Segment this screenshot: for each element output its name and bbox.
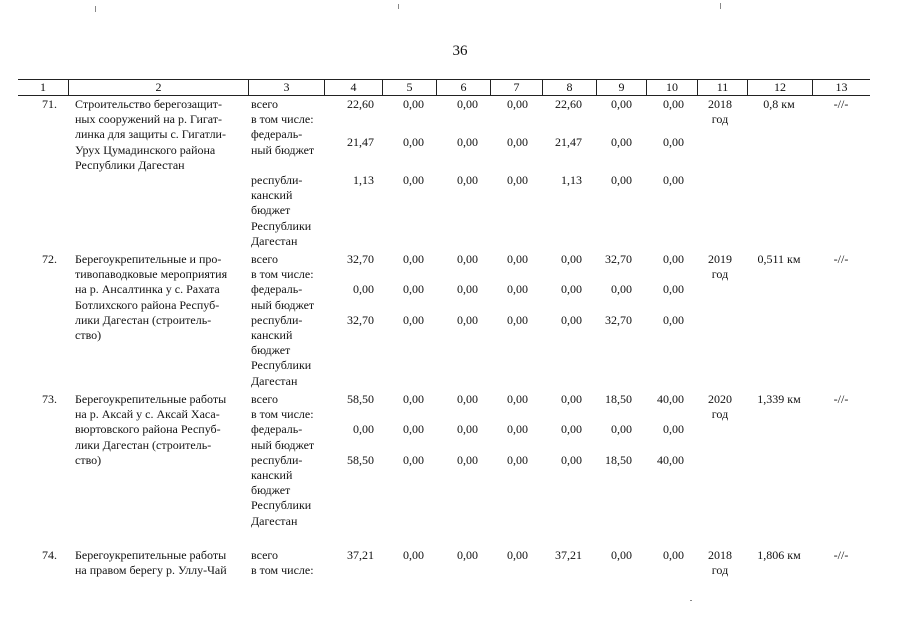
column-header: 8 (542, 80, 596, 95)
funding-value: 40,00 (657, 392, 684, 406)
object-name-line: Ботлихского района Респуб- (75, 297, 220, 312)
funding-value: 0,00 (403, 548, 424, 562)
table-header-row (18, 79, 870, 96)
funding-source-label: в том числе: (251, 563, 314, 578)
funding-source-label: бюджет (251, 343, 291, 358)
funding-value: 0,00 (663, 422, 684, 437)
funding-value: 0,00 (663, 252, 684, 266)
funding-value: 0,00 (403, 173, 424, 187)
row-number: 74. (42, 548, 57, 562)
funding-value: 1,13 (561, 173, 582, 187)
funding-value: 0,00 (457, 97, 478, 111)
funding-value: 0,00 (403, 452, 424, 467)
object-name-line: ных сооружений на р. Гигат- (75, 112, 223, 127)
funding-value: 1,13 (353, 173, 374, 187)
completion-year: 2019 (708, 252, 732, 266)
funding-value: 0,00 (611, 173, 632, 187)
funding-value: 0,00 (611, 282, 632, 297)
funding-value: 58,50 (347, 452, 374, 467)
funding-value: 22,60 (555, 97, 582, 111)
funding-value: 32,70 (347, 312, 374, 327)
funding-source-label: ный бюджет (251, 437, 315, 452)
object-name-line: тивопаводковые мероприятия (75, 267, 228, 282)
funding-source-label: в том числе: (251, 267, 314, 282)
funding-value: 0,00 (457, 312, 478, 327)
object-name-line: Берегоукрепительные и про- (75, 252, 222, 266)
funding-source-label: бюджет (251, 483, 291, 498)
funding-source-label: всего (251, 548, 279, 562)
funding-value: 0,00 (561, 392, 582, 406)
object-name-line: Берегоукрепительные работы (75, 548, 227, 562)
funding-source-label: Республики (251, 358, 312, 373)
funding-value: 37,21 (347, 548, 374, 562)
funding-value: 0,00 (507, 452, 528, 467)
row-number: 71. (42, 97, 57, 111)
object-name-line: на правом берегу р. Уллу-Чай (75, 563, 227, 578)
funding-source-label: федераль- (251, 422, 303, 437)
funding-source-label: в том числе: (251, 407, 314, 422)
funding-value: 0,00 (457, 135, 478, 149)
funding-value: 0,00 (507, 392, 528, 406)
funding-value: 0,00 (507, 173, 528, 187)
funding-source-label: Республики (251, 218, 312, 233)
column-header: 7 (490, 80, 542, 95)
funding-source-label: республи- (251, 452, 303, 467)
object-name-line: вюртовского района Респуб- (75, 422, 221, 437)
funding-value: 0,00 (457, 173, 478, 187)
funding-value: 0,00 (507, 422, 528, 437)
object-name-line: Строительство берегозащит- (75, 97, 223, 111)
object-name-line: на р. Аксай у с. Аксай Хаса- (75, 407, 220, 422)
funding-value: 0,00 (353, 422, 374, 437)
funding-source-label: республи- (251, 173, 303, 187)
scan-speck (95, 6, 96, 12)
funding-value: 40,00 (657, 452, 684, 467)
funding-value: 0,00 (663, 97, 684, 111)
funding-source-label: Республики (251, 498, 312, 513)
length-value: 0,511 км (757, 252, 801, 266)
scan-speck (398, 4, 399, 9)
funding-value: 0,00 (611, 135, 632, 149)
funding-value: 32,70 (605, 312, 632, 327)
funding-source-label: всего (251, 392, 279, 406)
note-value: -//- (833, 252, 849, 266)
scan-speck (690, 600, 692, 601)
funding-source-label: ный бюджет (251, 297, 315, 312)
funding-value: 0,00 (457, 422, 478, 437)
funding-value: 32,70 (605, 252, 632, 266)
funding-value: 0,00 (561, 252, 582, 266)
row-number: 73. (42, 392, 57, 406)
completion-year: 2018 (708, 548, 732, 562)
funding-source-label: ный бюджет (251, 142, 315, 157)
object-name-line: лики Дагестан (строитель- (75, 312, 212, 327)
object-name-line: ство) (75, 328, 102, 342)
completion-year: год (711, 267, 729, 282)
funding-value: 0,00 (611, 548, 632, 562)
funding-value: 0,00 (457, 282, 478, 297)
length-value: 1,806 км (757, 548, 801, 562)
funding-source-label: республи- (251, 312, 303, 327)
object-name-line: Берегоукрепительные работы (75, 392, 227, 406)
completion-year: год (711, 112, 729, 127)
funding-value: 58,50 (347, 392, 374, 406)
funding-value: 0,00 (507, 97, 528, 111)
funding-value: 21,47 (555, 135, 582, 149)
funding-value: 32,70 (347, 252, 374, 266)
funding-value: 0,00 (507, 252, 528, 266)
funding-source-label: Дагестан (251, 513, 298, 528)
column-header: 1 (40, 80, 46, 94)
funding-value: 0,00 (403, 252, 424, 266)
column-header: 13 (812, 80, 870, 95)
completion-year: 2020 (708, 392, 732, 406)
page-number: 36 (452, 43, 468, 59)
object-name-line: лики Дагестан (строитель- (75, 437, 212, 452)
funding-value: 0,00 (663, 312, 684, 327)
funding-value: 0,00 (663, 548, 684, 562)
funding-source-label: всего (251, 252, 279, 266)
funding-value: 0,00 (663, 173, 684, 187)
column-header: 4 (324, 80, 382, 95)
funding-value: 0,00 (403, 282, 424, 297)
length-value: 1,339 км (757, 392, 801, 406)
funding-value: 0,00 (561, 452, 582, 467)
funding-value: 18,50 (605, 392, 632, 406)
completion-year: год (711, 407, 729, 422)
funding-source-label: канский (251, 328, 293, 342)
object-name-line: Республики Дагестан (75, 157, 185, 172)
funding-value: 0,00 (611, 422, 632, 437)
funding-value: 0,00 (457, 252, 478, 266)
funding-value: 0,00 (403, 312, 424, 327)
column-header: 9 (596, 80, 646, 95)
funding-value: 0,00 (561, 312, 582, 327)
funding-source-label: Дагестан (251, 233, 298, 248)
funding-value: 0,00 (457, 392, 478, 406)
completion-year: 2018 (708, 97, 732, 111)
length-value: 0,8 км (763, 97, 795, 111)
funding-source-label: федераль- (251, 282, 303, 297)
object-name-line: ство) (75, 452, 102, 467)
object-name-line: на р. Ансалтинка у с. Рахата (75, 282, 220, 297)
note-value: -//- (833, 548, 849, 562)
funding-value: 0,00 (457, 452, 478, 467)
row-number: 72. (42, 252, 57, 266)
funding-value: 21,47 (347, 135, 374, 149)
funding-value: 0,00 (507, 282, 528, 297)
funding-source-label: Дагестан (251, 373, 298, 388)
funding-source-label: федераль- (251, 127, 303, 142)
note-value: -//- (833, 392, 849, 406)
funding-value: 0,00 (457, 548, 478, 562)
funding-value: 0,00 (507, 135, 528, 149)
funding-source-label: бюджет (251, 203, 291, 218)
note-value: -//- (833, 97, 849, 111)
funding-value: 0,00 (663, 135, 684, 149)
funding-source-label: канский (251, 468, 293, 482)
column-header: 3 (248, 80, 324, 95)
funding-value: 18,50 (605, 452, 632, 467)
funding-value: 0,00 (561, 282, 582, 297)
column-header: 2 (68, 80, 248, 95)
funding-value: 22,60 (347, 97, 374, 111)
completion-year: год (711, 563, 729, 578)
funding-value: 0,00 (403, 422, 424, 437)
column-header: 6 (436, 80, 490, 95)
scan-speck (720, 3, 721, 9)
funding-value: 0,00 (507, 548, 528, 562)
funding-value: 0,00 (403, 135, 424, 149)
column-header: 5 (382, 80, 436, 95)
funding-value: 0,00 (403, 392, 424, 406)
column-header: 11 (697, 80, 747, 95)
funding-value: 0,00 (507, 312, 528, 327)
object-name-line: Урух Цумадинского района (75, 142, 216, 157)
funding-source-label: всего (251, 97, 279, 111)
funding-value: 0,00 (663, 282, 684, 297)
column-header: 10 (646, 80, 697, 95)
funding-value: 0,00 (353, 282, 374, 297)
column-header: 12 (747, 80, 812, 95)
funding-value: 0,00 (561, 422, 582, 437)
funding-value: 0,00 (611, 97, 632, 111)
funding-source-label: в том числе: (251, 112, 314, 127)
funding-value: 37,21 (555, 548, 582, 562)
funding-source-label: канский (251, 188, 293, 203)
funding-value: 0,00 (403, 97, 424, 111)
object-name-line: линка для защиты с. Гигатли- (75, 127, 226, 142)
